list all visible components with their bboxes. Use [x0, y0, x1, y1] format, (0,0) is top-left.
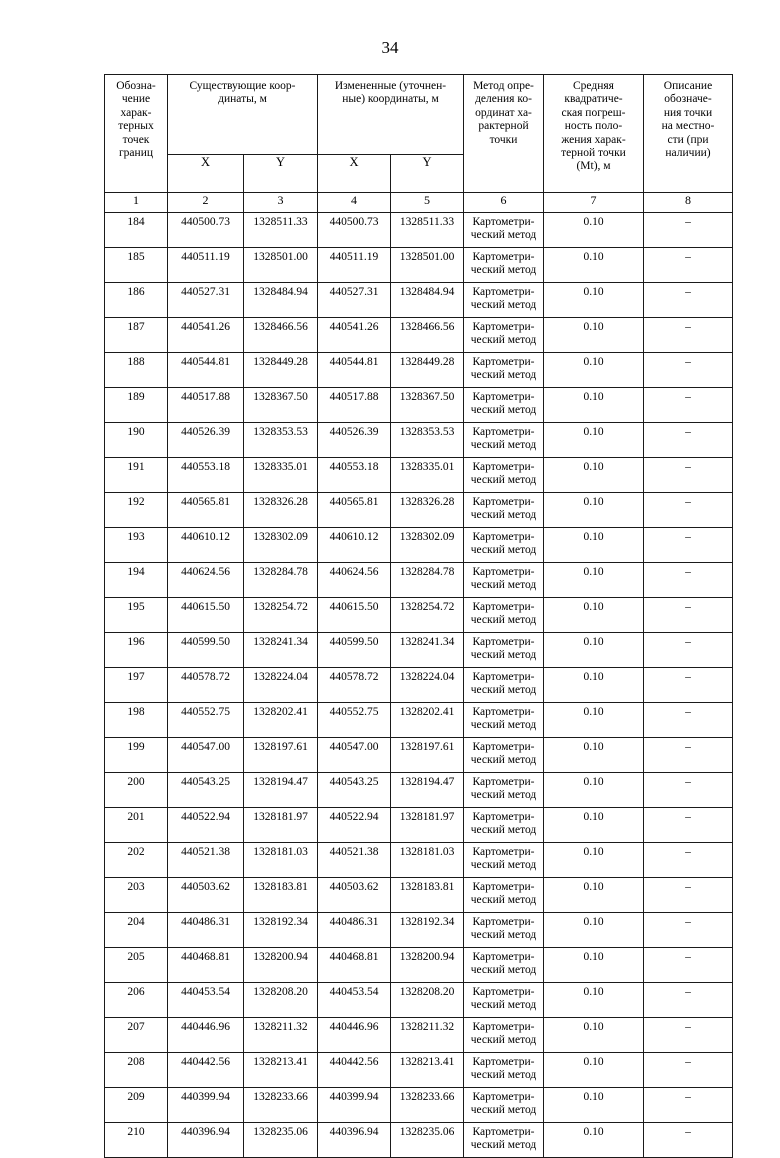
cell-mean-square-error: 0.10	[544, 353, 644, 388]
cell-y-changed: 1328449.28	[391, 353, 464, 388]
cell-y-existing: 1328202.41	[244, 703, 318, 738]
cell-description: –	[644, 563, 733, 598]
cell-mean-square-error: 0.10	[544, 493, 644, 528]
cell-y-existing: 1328183.81	[244, 878, 318, 913]
cell-x-existing: 440503.62	[168, 878, 244, 913]
cell-x-existing: 440396.94	[168, 1123, 244, 1158]
table-row	[105, 213, 733, 248]
table-row	[105, 948, 733, 983]
table-row	[105, 808, 733, 843]
cell-y-changed: 1328254.72	[391, 598, 464, 633]
table-row	[105, 423, 733, 458]
cell-x-changed: 440486.31	[318, 913, 391, 948]
header-sub-x-existing: X	[168, 154, 244, 192]
cell-method: Картометри- ческий метод	[464, 423, 544, 458]
cell-x-existing: 440468.81	[168, 948, 244, 983]
table-row	[105, 878, 733, 913]
cell-method: Картометри- ческий метод	[464, 878, 544, 913]
cell-y-changed: 1328235.06	[391, 1123, 464, 1158]
cell-mean-square-error: 0.10	[544, 913, 644, 948]
table-header	[105, 75, 733, 213]
cell-y-changed: 1328241.34	[391, 633, 464, 668]
cell-x-existing: 440624.56	[168, 563, 244, 598]
cell-y-changed: 1328200.94	[391, 948, 464, 983]
cell-x-existing: 440399.94	[168, 1088, 244, 1123]
cell-method: Картометри- ческий метод	[464, 1018, 544, 1053]
cell-method: Картометри- ческий метод	[464, 493, 544, 528]
cell-x-existing: 440552.75	[168, 703, 244, 738]
cell-description: –	[644, 353, 733, 388]
cell-y-existing: 1328235.06	[244, 1123, 318, 1158]
cell-description: –	[644, 1123, 733, 1158]
cell-method: Картометри- ческий метод	[464, 668, 544, 703]
cell-point-number: 191	[105, 458, 168, 493]
cell-point-number: 189	[105, 388, 168, 423]
cell-point-number: 198	[105, 703, 168, 738]
cell-y-changed: 1328224.04	[391, 668, 464, 703]
cell-y-existing: 1328192.34	[244, 913, 318, 948]
cell-point-number: 188	[105, 353, 168, 388]
cell-description: –	[644, 1018, 733, 1053]
cell-method: Картометри- ческий метод	[464, 808, 544, 843]
table-row	[105, 318, 733, 353]
cell-x-existing: 440446.96	[168, 1018, 244, 1053]
cell-x-changed: 440526.39	[318, 423, 391, 458]
cell-x-existing: 440578.72	[168, 668, 244, 703]
cell-method: Картометри- ческий метод	[464, 563, 544, 598]
cell-description: –	[644, 493, 733, 528]
header-existing-coordinates: Существующие коор- динаты, м	[168, 75, 318, 155]
header-sub-y-changed: Y	[391, 154, 464, 192]
cell-x-changed: 440553.18	[318, 458, 391, 493]
cell-mean-square-error: 0.10	[544, 1088, 644, 1123]
cell-description: –	[644, 283, 733, 318]
cell-point-number: 199	[105, 738, 168, 773]
cell-y-existing: 1328335.01	[244, 458, 318, 493]
cell-x-existing: 440615.50	[168, 598, 244, 633]
cell-method: Картометри- ческий метод	[464, 528, 544, 563]
cell-mean-square-error: 0.10	[544, 983, 644, 1018]
cell-point-number: 197	[105, 668, 168, 703]
cell-y-existing: 1328200.94	[244, 948, 318, 983]
table-column-number-row	[105, 193, 733, 213]
cell-y-existing: 1328284.78	[244, 563, 318, 598]
table-row	[105, 563, 733, 598]
cell-y-existing: 1328449.28	[244, 353, 318, 388]
cell-x-changed: 440503.62	[318, 878, 391, 913]
cell-x-existing: 440522.94	[168, 808, 244, 843]
cell-x-changed: 440399.94	[318, 1088, 391, 1123]
cell-mean-square-error: 0.10	[544, 563, 644, 598]
table-row	[105, 738, 733, 773]
cell-point-number: 185	[105, 248, 168, 283]
table-row	[105, 1123, 733, 1158]
table-row	[105, 388, 733, 423]
cell-x-changed: 440453.54	[318, 983, 391, 1018]
cell-description: –	[644, 458, 733, 493]
cell-mean-square-error: 0.10	[544, 808, 644, 843]
cell-mean-square-error: 0.10	[544, 1053, 644, 1088]
cell-method: Картометри- ческий метод	[464, 633, 544, 668]
cell-point-number: 206	[105, 983, 168, 1018]
cell-method: Картометри- ческий метод	[464, 318, 544, 353]
cell-description: –	[644, 843, 733, 878]
cell-point-number: 186	[105, 283, 168, 318]
cell-mean-square-error: 0.10	[544, 738, 644, 773]
cell-method: Картометри- ческий метод	[464, 948, 544, 983]
cell-x-changed: 440544.81	[318, 353, 391, 388]
cell-x-existing: 440544.81	[168, 353, 244, 388]
table-row	[105, 1018, 733, 1053]
cell-y-existing: 1328213.41	[244, 1053, 318, 1088]
cell-description: –	[644, 738, 733, 773]
cell-point-number: 187	[105, 318, 168, 353]
cell-y-changed: 1328211.32	[391, 1018, 464, 1053]
cell-x-changed: 440610.12	[318, 528, 391, 563]
cell-y-changed: 1328202.41	[391, 703, 464, 738]
cell-x-existing: 440521.38	[168, 843, 244, 878]
cell-x-changed: 440468.81	[318, 948, 391, 983]
cell-x-existing: 440543.25	[168, 773, 244, 808]
cell-description: –	[644, 248, 733, 283]
cell-description: –	[644, 423, 733, 458]
cell-x-existing: 440526.39	[168, 423, 244, 458]
cell-description: –	[644, 983, 733, 1018]
cell-x-existing: 440500.73	[168, 213, 244, 248]
cell-y-changed: 1328213.41	[391, 1053, 464, 1088]
cell-x-changed: 440446.96	[318, 1018, 391, 1053]
cell-mean-square-error: 0.10	[544, 773, 644, 808]
table-row	[105, 493, 733, 528]
cell-mean-square-error: 0.10	[544, 703, 644, 738]
cell-x-existing: 440527.31	[168, 283, 244, 318]
cell-description: –	[644, 598, 733, 633]
table-row	[105, 703, 733, 738]
cell-x-changed: 440543.25	[318, 773, 391, 808]
cell-x-changed: 440500.73	[318, 213, 391, 248]
cell-x-changed: 440521.38	[318, 843, 391, 878]
header-point-description: Описание обозначе- ния точки на местно- сти (при наличии)	[644, 75, 733, 193]
cell-mean-square-error: 0.10	[544, 948, 644, 983]
cell-y-changed: 1328233.66	[391, 1088, 464, 1123]
cell-point-number: 205	[105, 948, 168, 983]
cell-point-number: 194	[105, 563, 168, 598]
cell-description: –	[644, 703, 733, 738]
cell-description: –	[644, 808, 733, 843]
cell-x-existing: 440511.19	[168, 248, 244, 283]
column-number-6: 6	[464, 193, 544, 213]
header-mean-square-error: Средняя квадратиче- ская погреш- ность поло- жения харак- терной точки (Mt), м	[544, 75, 644, 193]
cell-y-existing: 1328367.50	[244, 388, 318, 423]
cell-point-number: 207	[105, 1018, 168, 1053]
cell-mean-square-error: 0.10	[544, 283, 644, 318]
cell-x-existing: 440553.18	[168, 458, 244, 493]
cell-y-existing: 1328224.04	[244, 668, 318, 703]
table-row	[105, 1088, 733, 1123]
cell-y-existing: 1328254.72	[244, 598, 318, 633]
cell-method: Картометри- ческий метод	[464, 283, 544, 318]
cell-y-changed: 1328181.03	[391, 843, 464, 878]
table-row	[105, 668, 733, 703]
cell-y-existing: 1328208.20	[244, 983, 318, 1018]
cell-x-existing: 440565.81	[168, 493, 244, 528]
cell-method: Картометри- ческий метод	[464, 1088, 544, 1123]
table-header-row-main	[105, 75, 733, 155]
cell-x-changed: 440565.81	[318, 493, 391, 528]
cell-point-number: 193	[105, 528, 168, 563]
cell-y-changed: 1328284.78	[391, 563, 464, 598]
cell-y-changed: 1328326.28	[391, 493, 464, 528]
cell-y-existing: 1328326.28	[244, 493, 318, 528]
cell-y-existing: 1328181.97	[244, 808, 318, 843]
cell-y-existing: 1328511.33	[244, 213, 318, 248]
cell-x-changed: 440511.19	[318, 248, 391, 283]
cell-y-changed: 1328183.81	[391, 878, 464, 913]
cell-method: Картометри- ческий метод	[464, 703, 544, 738]
cell-point-number: 209	[105, 1088, 168, 1123]
header-sub-y-existing: Y	[244, 154, 318, 192]
coordinates-table	[104, 74, 733, 1158]
header-determination-method: Метод опре- деления ко- ординат ха- рактерной точки	[464, 75, 544, 193]
cell-y-changed: 1328511.33	[391, 213, 464, 248]
header-sub-x-changed: X	[318, 154, 391, 192]
column-number-8: 8	[644, 193, 733, 213]
cell-mean-square-error: 0.10	[544, 423, 644, 458]
cell-description: –	[644, 528, 733, 563]
column-number-5: 5	[391, 193, 464, 213]
cell-x-changed: 440599.50	[318, 633, 391, 668]
cell-mean-square-error: 0.10	[544, 528, 644, 563]
cell-y-existing: 1328233.66	[244, 1088, 318, 1123]
cell-description: –	[644, 878, 733, 913]
cell-description: –	[644, 388, 733, 423]
cell-x-changed: 440624.56	[318, 563, 391, 598]
cell-method: Картометри- ческий метод	[464, 248, 544, 283]
cell-method: Картометри- ческий метод	[464, 913, 544, 948]
cell-mean-square-error: 0.10	[544, 213, 644, 248]
cell-method: Картометри- ческий метод	[464, 773, 544, 808]
cell-x-existing: 440599.50	[168, 633, 244, 668]
cell-y-changed: 1328192.34	[391, 913, 464, 948]
cell-y-changed: 1328466.56	[391, 318, 464, 353]
cell-x-changed: 440522.94	[318, 808, 391, 843]
table-row	[105, 353, 733, 388]
cell-point-number: 190	[105, 423, 168, 458]
table-body	[105, 213, 733, 1158]
cell-point-number: 184	[105, 213, 168, 248]
cell-mean-square-error: 0.10	[544, 668, 644, 703]
cell-x-changed: 440396.94	[318, 1123, 391, 1158]
cell-mean-square-error: 0.10	[544, 318, 644, 353]
table-row	[105, 1053, 733, 1088]
cell-mean-square-error: 0.10	[544, 843, 644, 878]
cell-y-existing: 1328211.32	[244, 1018, 318, 1053]
cell-point-number: 203	[105, 878, 168, 913]
cell-y-existing: 1328484.94	[244, 283, 318, 318]
cell-x-changed: 440442.56	[318, 1053, 391, 1088]
cell-method: Картометри- ческий метод	[464, 1123, 544, 1158]
cell-y-existing: 1328466.56	[244, 318, 318, 353]
cell-y-existing: 1328194.47	[244, 773, 318, 808]
cell-mean-square-error: 0.10	[544, 633, 644, 668]
cell-description: –	[644, 913, 733, 948]
cell-x-existing: 440610.12	[168, 528, 244, 563]
cell-description: –	[644, 668, 733, 703]
column-number-1: 1	[105, 193, 168, 213]
header-changed-coordinates: Измененные (уточнен- ные) координаты, м	[318, 75, 464, 155]
cell-description: –	[644, 948, 733, 983]
cell-x-changed: 440527.31	[318, 283, 391, 318]
cell-x-changed: 440615.50	[318, 598, 391, 633]
cell-x-changed: 440578.72	[318, 668, 391, 703]
cell-y-existing: 1328501.00	[244, 248, 318, 283]
cell-y-changed: 1328367.50	[391, 388, 464, 423]
cell-method: Картометри- ческий метод	[464, 598, 544, 633]
cell-y-changed: 1328484.94	[391, 283, 464, 318]
cell-point-number: 201	[105, 808, 168, 843]
cell-point-number: 210	[105, 1123, 168, 1158]
cell-point-number: 208	[105, 1053, 168, 1088]
cell-point-number: 192	[105, 493, 168, 528]
cell-y-changed: 1328353.53	[391, 423, 464, 458]
cell-description: –	[644, 318, 733, 353]
table-row	[105, 528, 733, 563]
cell-description: –	[644, 773, 733, 808]
cell-point-number: 204	[105, 913, 168, 948]
cell-mean-square-error: 0.10	[544, 248, 644, 283]
table-row	[105, 633, 733, 668]
cell-y-changed: 1328197.61	[391, 738, 464, 773]
column-number-4: 4	[318, 193, 391, 213]
header-point-designation: Обозна- чение харак- терных точек границ	[105, 75, 168, 193]
cell-method: Картометри- ческий метод	[464, 1053, 544, 1088]
cell-mean-square-error: 0.10	[544, 1123, 644, 1158]
cell-y-changed: 1328194.47	[391, 773, 464, 808]
cell-y-existing: 1328181.03	[244, 843, 318, 878]
cell-x-existing: 440517.88	[168, 388, 244, 423]
cell-x-changed: 440541.26	[318, 318, 391, 353]
cell-description: –	[644, 1053, 733, 1088]
cell-y-changed: 1328181.97	[391, 808, 464, 843]
cell-y-existing: 1328197.61	[244, 738, 318, 773]
table-row	[105, 248, 733, 283]
cell-method: Картометри- ческий метод	[464, 983, 544, 1018]
cell-description: –	[644, 1088, 733, 1123]
column-number-7: 7	[544, 193, 644, 213]
cell-x-changed: 440552.75	[318, 703, 391, 738]
cell-method: Картометри- ческий метод	[464, 388, 544, 423]
cell-method: Картометри- ческий метод	[464, 738, 544, 773]
cell-x-existing: 440541.26	[168, 318, 244, 353]
cell-y-changed: 1328302.09	[391, 528, 464, 563]
cell-x-existing: 440453.54	[168, 983, 244, 1018]
cell-mean-square-error: 0.10	[544, 458, 644, 493]
table-row	[105, 843, 733, 878]
cell-y-existing: 1328241.34	[244, 633, 318, 668]
cell-y-changed: 1328335.01	[391, 458, 464, 493]
cell-y-changed: 1328208.20	[391, 983, 464, 1018]
cell-point-number: 195	[105, 598, 168, 633]
cell-method: Картометри- ческий метод	[464, 213, 544, 248]
table-row	[105, 458, 733, 493]
cell-y-existing: 1328302.09	[244, 528, 318, 563]
cell-method: Картометри- ческий метод	[464, 458, 544, 493]
cell-method: Картометри- ческий метод	[464, 353, 544, 388]
column-number-2: 2	[168, 193, 244, 213]
cell-x-existing: 440547.00	[168, 738, 244, 773]
table-row	[105, 913, 733, 948]
cell-x-existing: 440442.56	[168, 1053, 244, 1088]
table-row	[105, 283, 733, 318]
table-row	[105, 983, 733, 1018]
column-number-3: 3	[244, 193, 318, 213]
page-number: 34	[381, 38, 399, 57]
coordinates-table-container	[104, 74, 732, 1158]
table-row	[105, 773, 733, 808]
cell-y-changed: 1328501.00	[391, 248, 464, 283]
cell-mean-square-error: 0.10	[544, 598, 644, 633]
cell-method: Картометри- ческий метод	[464, 843, 544, 878]
cell-point-number: 200	[105, 773, 168, 808]
cell-mean-square-error: 0.10	[544, 1018, 644, 1053]
cell-x-changed: 440547.00	[318, 738, 391, 773]
cell-description: –	[644, 633, 733, 668]
cell-mean-square-error: 0.10	[544, 878, 644, 913]
cell-mean-square-error: 0.10	[544, 388, 644, 423]
cell-point-number: 196	[105, 633, 168, 668]
cell-x-changed: 440517.88	[318, 388, 391, 423]
cell-description: –	[644, 213, 733, 248]
cell-point-number: 202	[105, 843, 168, 878]
table-row	[105, 598, 733, 633]
cell-y-existing: 1328353.53	[244, 423, 318, 458]
cell-x-existing: 440486.31	[168, 913, 244, 948]
